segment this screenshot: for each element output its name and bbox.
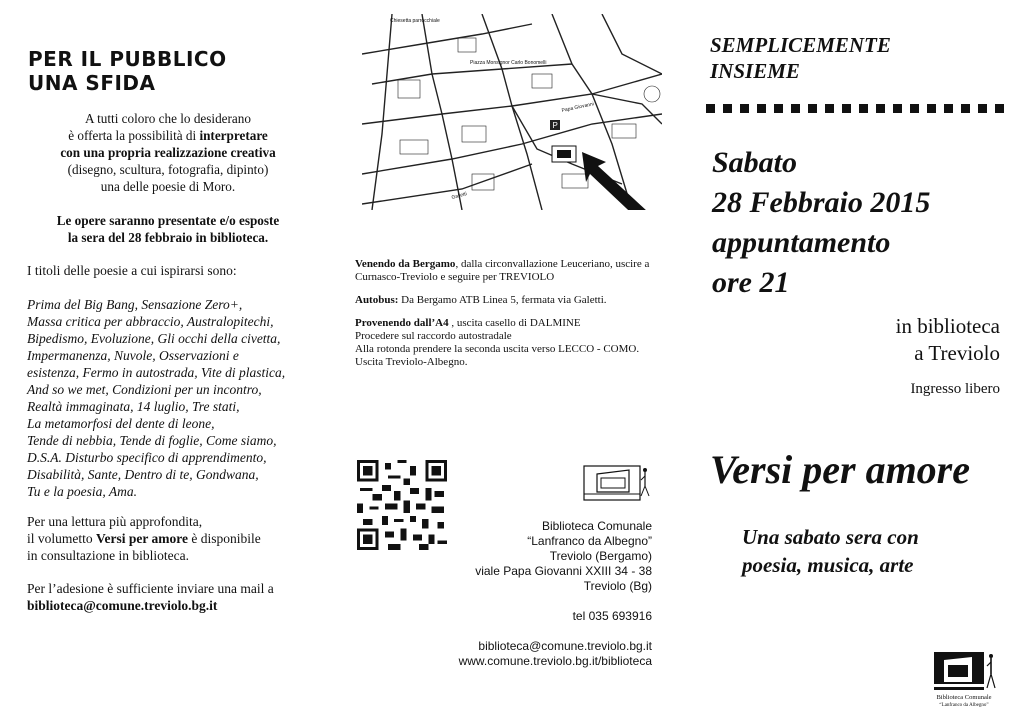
event-subtitle: [742, 523, 919, 579]
logo-caption-line: “Lanfranco da Albegno”: [939, 703, 989, 708]
poem-titles-line: Disabilità, Sante, Dentro di te, Gondwana,: [27, 467, 259, 482]
event-title: Versi per amore: [710, 447, 970, 492]
location-map: [362, 14, 662, 210]
presentation-note: [20, 212, 316, 246]
intro-line: A tutti coloro che lo desiderano: [85, 111, 251, 126]
poem-titles-line: Massa critica per abbraccio, Australopitechi,: [27, 314, 274, 329]
directions-item: Autobus: Da Bergamo ATB Linea 5, fermata via Galetti.: [355, 294, 607, 306]
address-line: viale Papa Giovanni XXIII 34 - 38: [475, 564, 652, 578]
location-line: in biblioteca: [895, 314, 1000, 338]
library-logo-icon: [583, 458, 653, 502]
intro-line: una delle poesie di Moro.: [100, 179, 236, 194]
map-label-center: Piazza Monsignor Carlo Bonomelli: [470, 60, 547, 66]
address-line: Treviolo (Bg): [583, 579, 652, 593]
library-website-link[interactable]: www.comune.treviolo.bg.it/biblioteca: [458, 654, 652, 668]
right-panel: [670, 0, 1024, 724]
library-marker: [552, 146, 576, 162]
reading-line: in consultazione in biblioteca.: [27, 548, 189, 563]
heading-line: PER IL PUBBLICO: [28, 47, 227, 71]
poem-titles-line: Tu e la poesia, Ama.: [27, 484, 138, 499]
address-line: Biblioteca Comunale: [541, 519, 652, 533]
map-label-street2: Galletti: [450, 191, 468, 201]
date-line: ore 21: [712, 266, 790, 299]
subtitle-line: Una sabato sera con: [742, 525, 919, 549]
location-line: a Treviolo: [914, 341, 1000, 365]
poem-titles-line: D.S.A. Disturbo specifico di apprendimento,: [27, 450, 267, 465]
intro-line: (disegno, scultura, fotografia, dipinto): [67, 162, 269, 177]
poem-titles-line: La metamorfosi del dente di leone,: [27, 416, 215, 431]
presentation-line: Le opere saranno presentate e/o esposte: [56, 213, 280, 228]
date-line: Sabato: [712, 146, 798, 179]
logo-caption-line: Biblioteca Comunale: [936, 694, 992, 701]
poem-titles-list: [27, 296, 327, 500]
heading-line: UNA SFIDA: [28, 71, 156, 95]
tagline: [710, 32, 891, 84]
address-line: Treviolo (Bergamo): [549, 549, 652, 563]
tagline-line: SEMPLICEMENTE: [710, 33, 891, 57]
directions-item: Venendo da Bergamo, dalla circonvallazione Leuceriano, uscire a Curnasco-Treviolo e seguire per TREVIOLO: [355, 258, 650, 283]
dotted-divider: [706, 103, 1006, 115]
poem-titles-line: Realtà immaginata, 14 luglio, Tre stati,: [27, 399, 240, 414]
phone-number[interactable]: tel 035 693916: [572, 609, 652, 623]
library-email-link[interactable]: biblioteca@comune.treviolo.bg.it: [478, 639, 652, 653]
poem-titles-line: And so we met, Condizioni per un incontro,: [27, 382, 262, 397]
reading-note: [27, 513, 327, 564]
challenge-heading: [28, 47, 227, 95]
subtitle-line: poesia, musica, arte: [742, 553, 914, 577]
entry-note: Ingresso libero: [910, 381, 1000, 397]
adesione-line: Per l’adesione è sufficiente inviare una mail a: [27, 581, 274, 596]
adesione-email[interactable]: biblioteca@comune.treviolo.bg.it: [27, 598, 218, 613]
event-location: [896, 313, 1000, 367]
date-line: appuntamento: [712, 226, 891, 259]
adesione-note: [27, 580, 327, 614]
left-panel: [0, 0, 340, 724]
reading-line: il volumetto Versi per amore è disponibile: [27, 531, 261, 546]
map-label-street1: Papa Giovanni: [561, 101, 595, 114]
presentation-line: la sera del 28 febbraio in biblioteca.: [67, 230, 269, 245]
map-label-top: Chiesetta parrocchiale: [390, 18, 440, 24]
directions: [355, 258, 665, 379]
event-date: [712, 143, 930, 303]
address-line: “Lanfranco da Albegno”: [527, 534, 652, 548]
library-logo-icon: [928, 648, 1000, 710]
poem-titles-line: Prima del Big Bang, Sensazione Zero+,: [27, 297, 243, 312]
directions-item: Provenendo dall’A4 , uscita casello di DALMINE Procedere sul raccordo autostradale Alla rotonda prendere la seconda uscita verso LECCO - COMO. Uscita Treviolo-Albegno.: [355, 317, 640, 368]
library-address: [402, 519, 652, 669]
titles-label: I titoli delle poesie a cui ispirarsi sono:: [27, 263, 237, 278]
tagline-line: INSIEME: [710, 59, 800, 83]
intro-paragraph: [20, 110, 316, 195]
poem-titles-line: Impermanenza, Nuvole, Osservazioni e: [27, 348, 239, 363]
intro-line: con una propria realizzazione creativa: [60, 145, 276, 160]
intro-line: è offerta la possibilità di interpretare: [68, 128, 268, 143]
poem-titles-line: Bipedismo, Evoluzione, Gli occhi della civetta,: [27, 331, 281, 346]
poem-titles-line: esistenza, Fermo in autostrada, Vite di plastica,: [27, 365, 286, 380]
reading-line: Per una lettura più approfondita,: [27, 514, 203, 529]
middle-panel: [340, 0, 670, 724]
date-line: 28 Febbraio 2015: [712, 186, 931, 219]
poem-titles-line: Tende di nebbia, Tende di foglie, Come siamo,: [27, 433, 277, 448]
svg-text:P: P: [552, 121, 558, 130]
